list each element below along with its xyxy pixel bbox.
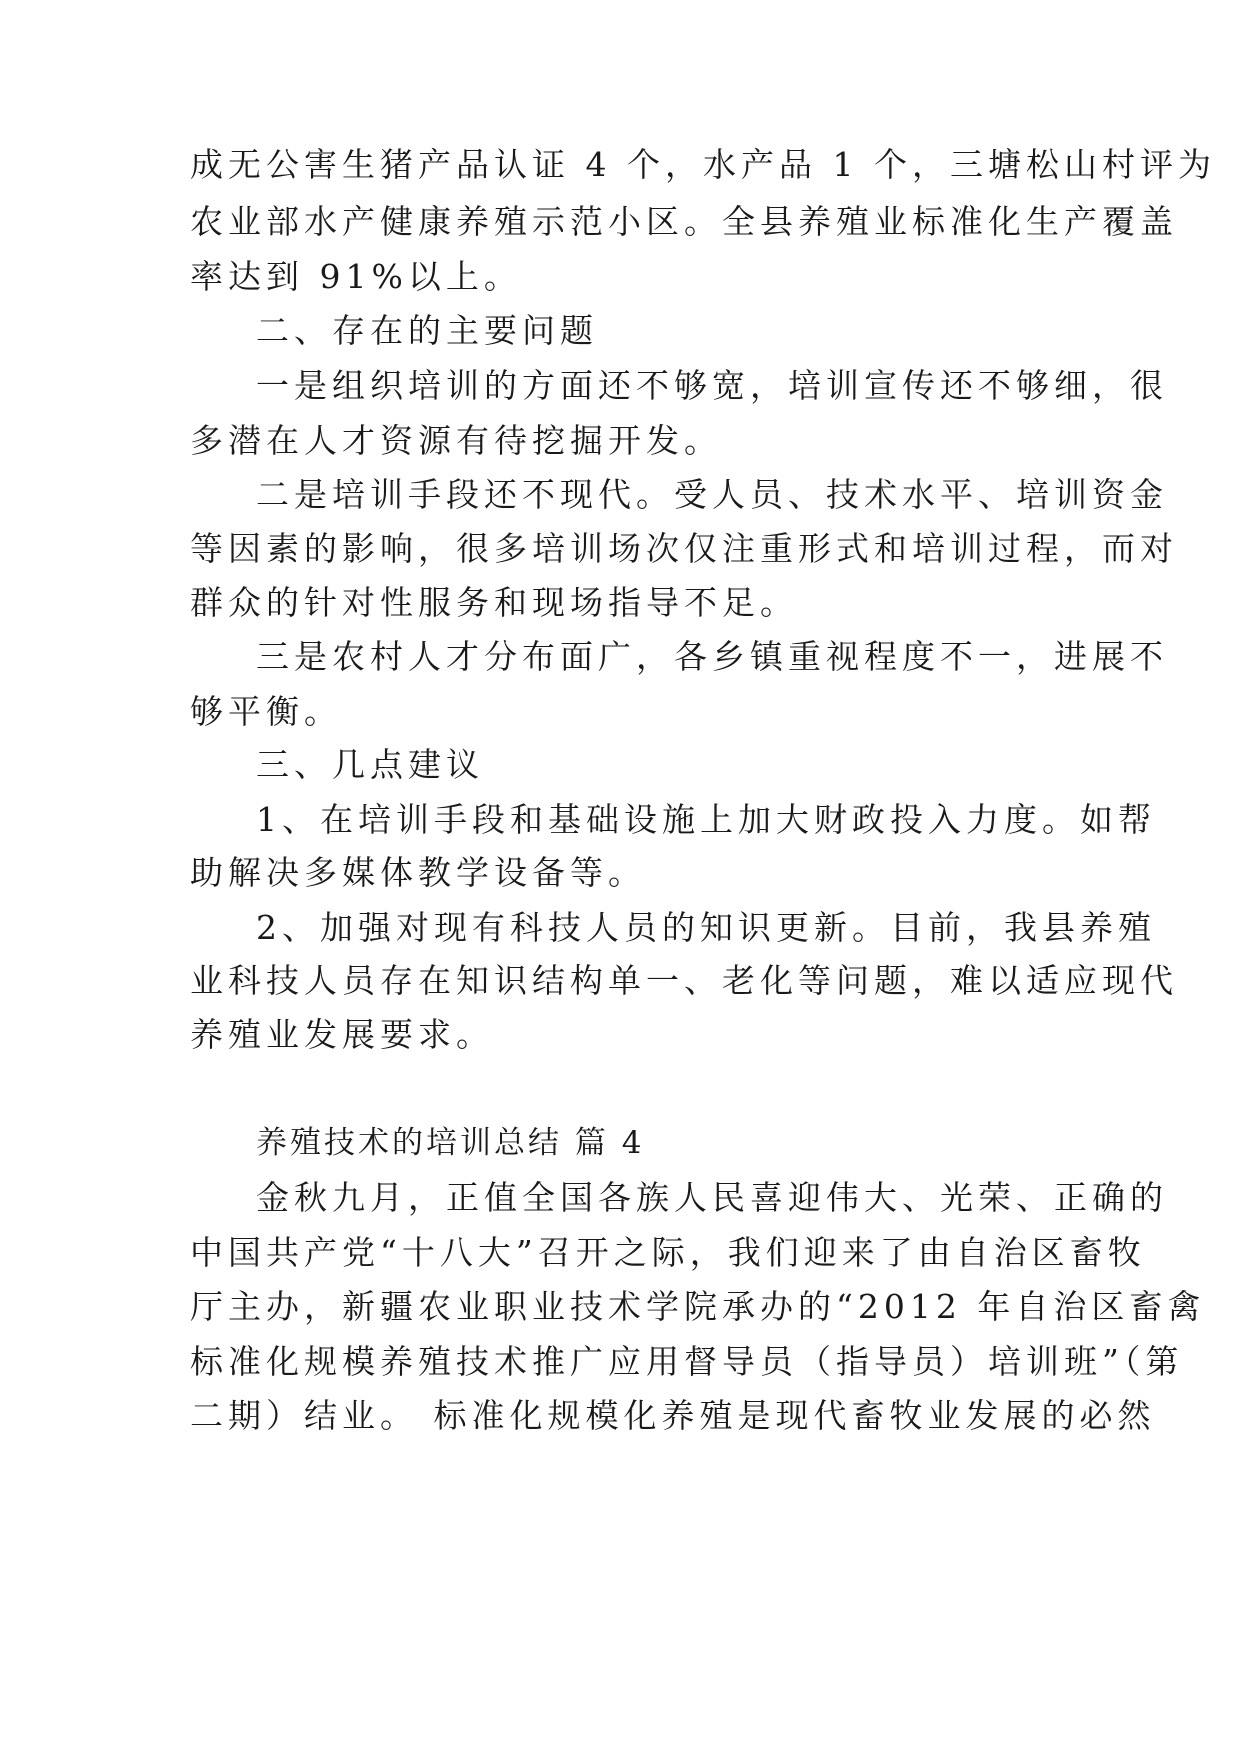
paragraph-line: 1、在培训手段和基础设施上加大财政投入力度。如帮 <box>256 800 1156 839</box>
paragraph-line: 等因素的影响，很多培训场次仅注重形式和培训过程，而对 <box>190 529 1178 568</box>
section-title: 养殖技术的培训总结 篇 4 <box>256 1125 645 1161</box>
paragraph-line: 农业部水产健康养殖示范小区。全县养殖业标准化生产覆盖 <box>190 202 1178 241</box>
paragraph-line: 二期）结业。 标准化规模化养殖是现代畜牧业发展的必然 <box>190 1396 1156 1435</box>
paragraph-line: 中国共产党“十八大”召开之际，我们迎来了由自治区畜牧 <box>190 1233 1146 1272</box>
section-heading-problems: 二、存在的主要问题 <box>256 311 598 350</box>
paragraph-line: 标准化规模养殖技术推广应用督导员（指导员）培训班”（第 <box>190 1342 1184 1381</box>
paragraph-line: 助解决多媒体教学设备等。 <box>190 853 646 892</box>
paragraph-line: 成无公害生猪产品认证 4 个，水产品 1 个，三塘松山村评为 <box>190 145 1216 184</box>
paragraph-line: 率达到 91%以上。 <box>190 257 522 296</box>
paragraph-line: 一是组织培训的方面还不够宽，培训宣传还不够细，很 <box>256 366 1168 405</box>
paragraph-line: 多潜在人才资源有待挖掘开发。 <box>190 421 722 460</box>
paragraph-line: 2、加强对现有科技人员的知识更新。目前，我县养殖 <box>256 908 1156 947</box>
section-heading-suggestions: 三、几点建议 <box>256 745 484 784</box>
paragraph-line: 业科技人员存在知识结构单一、老化等问题，难以适应现代 <box>190 961 1178 1000</box>
paragraph-line: 二是培训手段还不现代。受人员、技术水平、培训资金 <box>256 475 1168 514</box>
paragraph-line: 够平衡。 <box>190 692 342 731</box>
paragraph-line: 养殖业发展要求。 <box>190 1015 494 1054</box>
paragraph-line: 三是农村人才分布面广，各乡镇重视程度不一，进展不 <box>256 637 1168 676</box>
paragraph-line: 金秋九月，正值全国各族人民喜迎伟大、光荣、正确的 <box>256 1178 1168 1217</box>
paragraph-line: 群众的针对性服务和现场指导不足。 <box>190 583 798 622</box>
paragraph-line: 厅主办，新疆农业职业技术学院承办的“2012 年自治区畜禽 <box>190 1287 1206 1326</box>
